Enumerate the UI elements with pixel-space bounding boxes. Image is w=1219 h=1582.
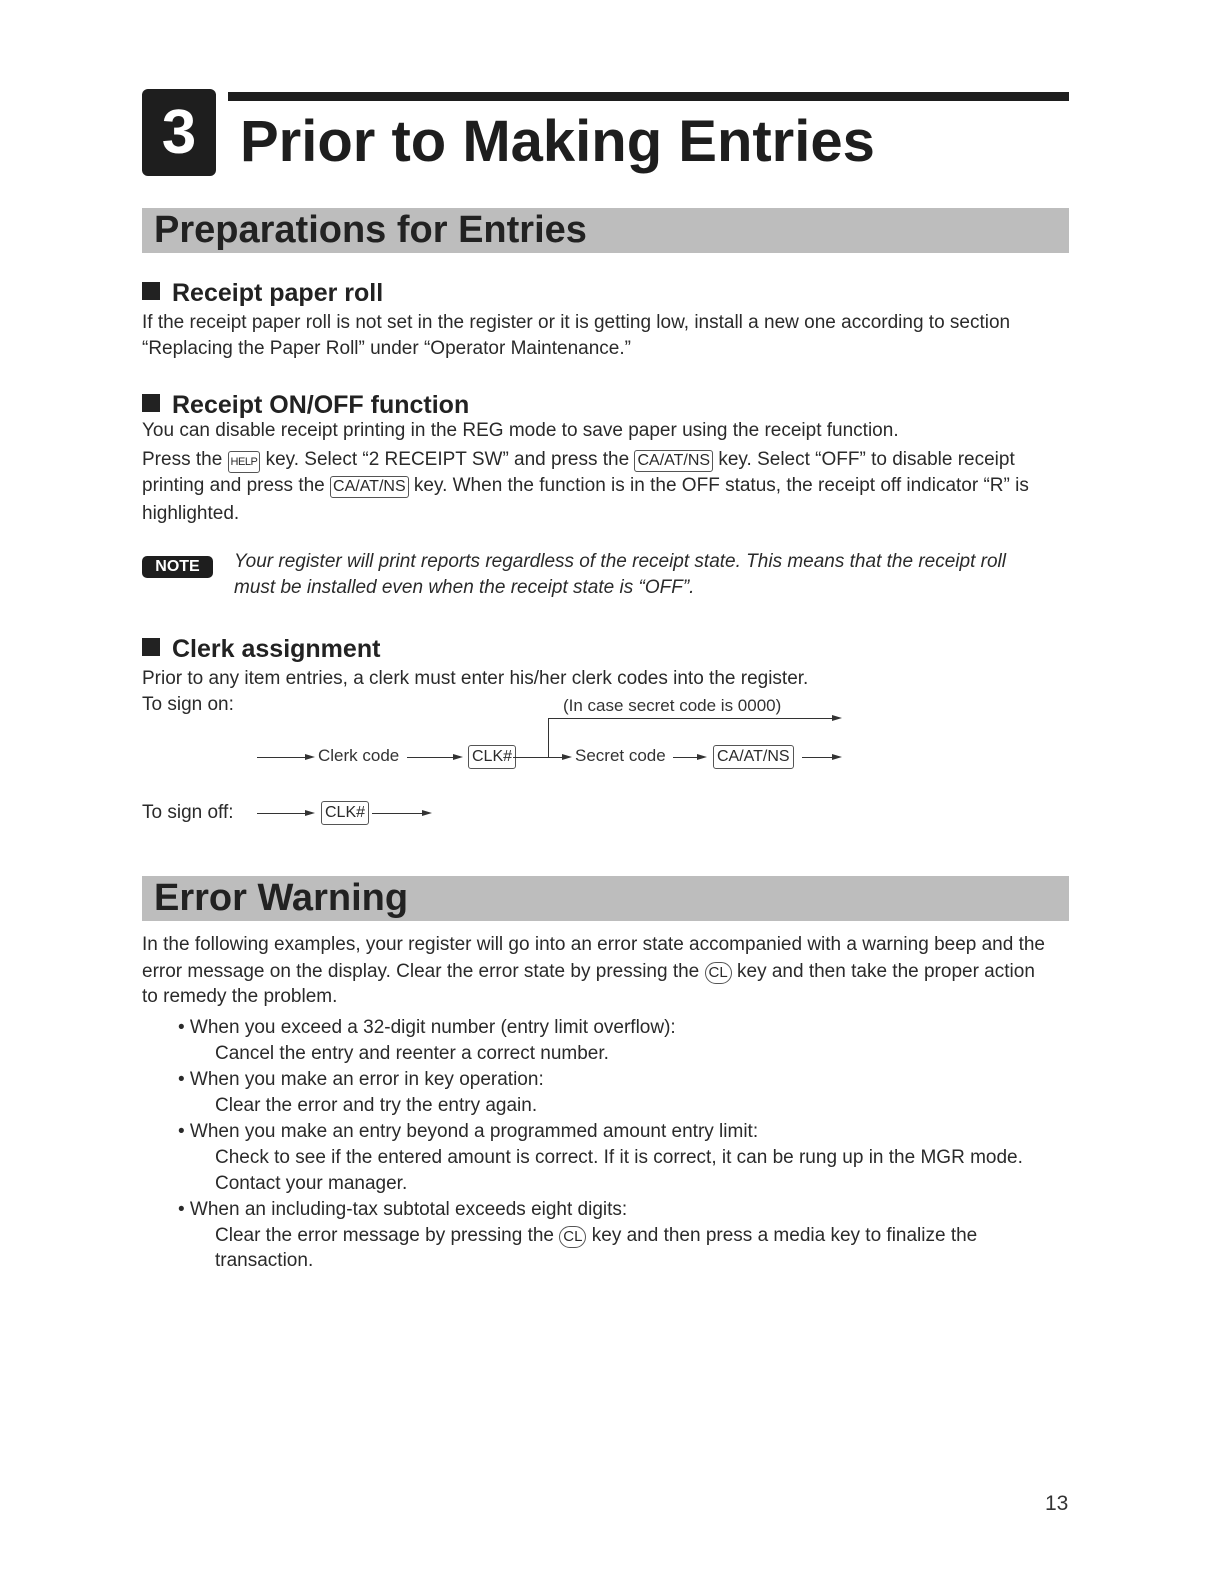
flow-line — [257, 757, 305, 758]
receipt-paper-line2: “Replacing the Paper Roll” under “Operator Maintenance.” — [142, 338, 631, 359]
ca-at-ns-key-icon: CA/AT/NS — [634, 450, 713, 472]
error-bullet-4: • When an including-tax subtotal exceeds eight digits: — [178, 1199, 628, 1220]
error-detail-4a — [215, 1223, 977, 1249]
text-fragment: key and then press a media key to finalize the — [591, 1225, 978, 1246]
text-fragment: key. Select “OFF” to disable receipt — [718, 449, 1015, 470]
flow-line — [513, 757, 562, 758]
text-fragment: Press the — [142, 449, 223, 470]
bypass-line-vertical — [548, 718, 549, 757]
clk-key-icon: CLK# — [468, 745, 516, 769]
arrow-right-icon — [832, 754, 842, 760]
flow-line — [802, 757, 832, 758]
error-detail-4b: transaction. — [215, 1250, 314, 1271]
sign-on-label: To sign on: — [142, 694, 234, 715]
ca-at-ns-key-icon: CA/AT/NS — [330, 476, 409, 498]
error-detail-1: Cancel the entry and reenter a correct number. — [215, 1043, 609, 1064]
error-detail-3a: Check to see if the entered amount is correct. If it is correct, it can be rung up in the MGR mode. — [215, 1147, 1023, 1168]
text-fragment: key and then take the proper action — [737, 961, 1035, 982]
receipt-onoff-line1: You can disable receipt printing in the REG mode to save paper using the receipt function. — [142, 420, 899, 441]
text-fragment: key. Select “2 RECEIPT SW” and press the — [265, 449, 630, 470]
error-bullet-2: • When you make an error in key operation: — [178, 1069, 544, 1090]
heading-receipt-onoff — [142, 390, 469, 420]
error-detail-3b: Contact your manager. — [215, 1173, 408, 1194]
arrow-right-icon — [562, 754, 572, 760]
square-bullet-icon — [142, 282, 160, 300]
heading-clerk-assignment — [142, 634, 380, 664]
heading-text: Receipt ON/OFF function — [172, 391, 470, 419]
chapter-title: Prior to Making Entries — [240, 109, 875, 174]
receipt-onoff-line3 — [142, 473, 1029, 499]
text-fragment: printing and press the — [142, 475, 325, 496]
flow-line — [372, 813, 422, 814]
square-bullet-icon — [142, 638, 160, 656]
receipt-paper-line1: If the receipt paper roll is not set in the register or it is getting low, install a new one according to section — [142, 312, 1011, 333]
clk-key-icon: CLK# — [321, 801, 369, 825]
error-bullet-3: • When you make an entry beyond a programmed amount entry limit: — [178, 1121, 759, 1142]
note-line1: Your register will print reports regardless of the receipt state. This means that the receipt roll — [234, 551, 1006, 572]
chapter-rule — [228, 92, 1069, 101]
arrow-right-icon — [697, 754, 707, 760]
section-title-preparations: Preparations for Entries — [154, 209, 587, 251]
heading-receipt-paper-roll — [142, 278, 383, 308]
text-fragment: error message on the display. Clear the error state by pressing the — [142, 961, 700, 982]
arrow-right-icon — [305, 810, 315, 816]
error-line2 — [142, 959, 1035, 985]
sign-off-label: To sign off: — [142, 802, 234, 823]
heading-text: Clerk assignment — [172, 635, 381, 663]
secret-code-note: (In case secret code is 0000) — [563, 696, 782, 715]
error-line1: In the following examples, your register will go into an error state accompanied with a warning beep and the — [142, 934, 1046, 955]
cl-key-icon: CL — [559, 1226, 586, 1248]
help-key-icon: HELP — [228, 451, 261, 473]
arrow-right-icon — [422, 810, 432, 816]
page-number: 13 — [1045, 1492, 1069, 1515]
secret-code-label: Secret code — [575, 746, 666, 765]
text-fragment: Clear the error message by pressing the — [215, 1225, 554, 1246]
arrow-right-icon — [453, 754, 463, 760]
text-fragment: key. When the function is in the OFF status, the receipt off indicator “R” is — [413, 475, 1029, 496]
arrow-right-icon — [832, 715, 842, 721]
section-bar-error-warning — [142, 876, 1069, 921]
bypass-line-horizontal — [548, 718, 832, 719]
error-bullet-1: • When you exceed a 32-digit number (entry limit overflow): — [178, 1017, 676, 1038]
error-detail-2: Clear the error and try the entry again. — [215, 1095, 538, 1116]
flow-line — [257, 813, 305, 814]
heading-text: Receipt paper roll — [172, 279, 384, 307]
section-title-error-warning: Error Warning — [154, 877, 409, 919]
note-line2: must be installed even when the receipt state is “OFF”. — [234, 577, 695, 598]
receipt-onoff-line2 — [142, 447, 1015, 473]
note-badge: NOTE — [142, 556, 213, 578]
chapter-number-badge: 3 — [142, 89, 216, 176]
clerk-code-label: Clerk code — [318, 746, 400, 765]
flow-line — [407, 757, 453, 758]
flow-line — [673, 757, 697, 758]
ca-at-ns-key-icon: CA/AT/NS — [713, 745, 794, 769]
receipt-onoff-line4: highlighted. — [142, 503, 240, 524]
arrow-right-icon — [305, 754, 315, 760]
section-bar-preparations — [142, 208, 1069, 253]
error-line3: to remedy the problem. — [142, 986, 338, 1007]
square-bullet-icon — [142, 394, 160, 412]
cl-key-icon: CL — [705, 962, 732, 984]
clerk-line1: Prior to any item entries, a clerk must enter his/her clerk codes into the register. — [142, 668, 809, 689]
